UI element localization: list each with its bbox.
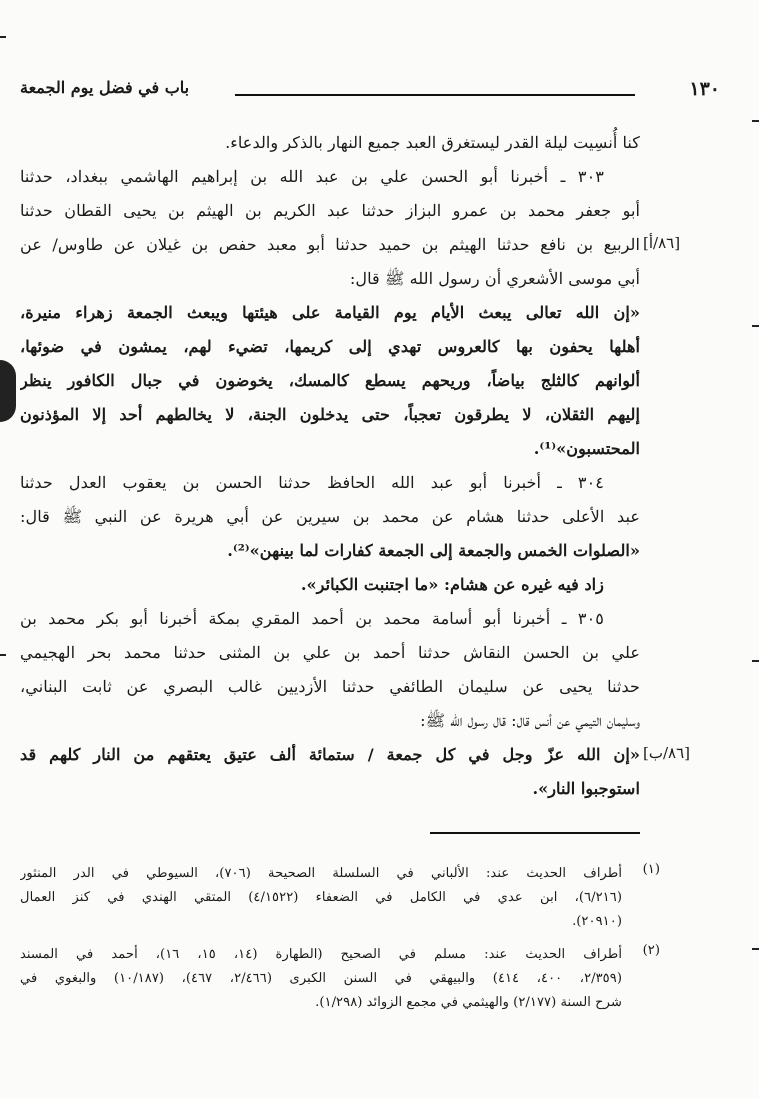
footnote-line: (٢/٣٥٩، ٤٠٠، ٤١٤) والبيهقي في السنن الكبرى (٢/٤٦٦، ٤٦٧)، (١٠/١٨٧) والبغوي في — [20, 971, 622, 986]
page-number: ١٣٠ — [689, 78, 720, 100]
hadith-text-line: «إن الله عزّ وجل في كل جمعة / ستمائة ألف عتيق يعتقهم من النار كلهم قد — [20, 745, 640, 764]
hadith-text-line: إليهم الثقلان، لا يطرقون تعجباً، حتى يدخلون الجنة، لا يخالطهم أحد إلا المؤذنون — [20, 405, 640, 424]
scan-edge-mark — [0, 654, 6, 656]
header-rule — [235, 94, 635, 96]
footnote-1 — [20, 862, 660, 934]
hadith-text-line: المحتسبون»⁽¹⁾. — [533, 439, 640, 458]
text-line: وسليمان التيمي عن أنس قال: قال رسول الله ﷺ: — [420, 711, 640, 730]
binding-hole — [0, 360, 16, 422]
footnote-line: (٦/٢١٦)، ابن عدي في الكامل في الضعفاء (٤/١٥٢٢) المتقي الهندي في كنز العمال — [20, 890, 622, 905]
text-line: الربيع بن نافع حدثنا الهيثم بن حميد حدثنا أبو معبد حفص بن غيلان عن طاوس/ عن — [20, 235, 640, 254]
footnote-number: (١) — [642, 862, 660, 877]
scan-edge-mark — [752, 120, 759, 122]
scan-edge-mark — [752, 660, 759, 662]
page-header — [20, 78, 720, 108]
hadith-305-line: ٣٠٥ ـ أخبرنا أبو أسامة محمد بن أحمد المقري بمكة أخبرنا أبو بكر محمد بن — [20, 609, 604, 628]
hadith-text-line: «الصلوات الخمس والجمعة إلى الجمعة كفارات لما بينهن»⁽²⁾. — [227, 541, 640, 560]
hadith-text-line: ألوانهم كالثلج بياضاً، وريحهم يسطع كالمسك، يخوضون في جبال الكافور ينظر — [20, 371, 640, 390]
hadith-304-line: ٣٠٤ ـ أخبرنا أبو عبد الله الحافظ حدثنا الحسن بن يعقوب العدل حدثنا — [20, 473, 604, 492]
scan-edge-mark — [752, 325, 759, 327]
hadith-text-line: استوجبوا النار». — [532, 779, 640, 798]
footnote-number: (٢) — [642, 943, 660, 958]
scan-edge-mark — [0, 36, 6, 38]
text-line: أبو جعفر محمد بن عمرو البزاز حدثنا عبد الكريم بن الهيثم بن يحيى القطان حدثنا — [20, 201, 640, 220]
hadith-text-line: «إن الله تعالى يبعث الأيام يوم القيامة على هيئتها ويبعث الجمعة زهراء منيرة، — [20, 303, 640, 322]
margin-folio-note: [٨٦/ب] — [643, 744, 691, 762]
footnote-line: شرح السنة (٢/١٧٧) والهيثمي في مجمع الزوائد (١/٢٩٨). — [315, 995, 622, 1010]
text-line: كنا أُنسِيت ليلة القدر ليستغرق العبد جميع النهار بالذكر والدعاء. — [225, 133, 640, 152]
hadith-text-line: أهلها يحفون بها كالعروس تهدي إلى كريمها، تضيء لهم، يمشون في ضوئها، — [20, 337, 640, 356]
body-text — [20, 126, 640, 806]
text-line: علي بن الحسن النقاش حدثنا أحمد بن علي بن المثنى حدثنا محمد بحر الهجيمي — [20, 643, 640, 662]
margin-folio-note: [٨٦/أ] — [643, 234, 681, 252]
footnote-line: (٢٠٩١٠). — [572, 914, 622, 929]
text-line: عبد الأعلى حدثنا هشام عن محمد بن سيرين عن أبي هريرة عن النبي ﷺ قال: — [20, 507, 640, 526]
text-line: زاد فيه غيره عن هشام: «ما اجتنبت الكبائر». — [300, 575, 604, 594]
footnote-2 — [20, 943, 660, 1015]
scan-edge-mark — [752, 948, 759, 950]
footnote-rule — [430, 832, 640, 834]
text-line: أبي موسى الأشعري أن رسول الله ﷺ قال: — [349, 269, 640, 288]
footnote-line: أطراف الحديث عند: مسلم في الصحيح (الطهارة (١٤، ١٥، ١٦)، أحمد في المسند — [20, 947, 622, 962]
chapter-title: باب في فضل يوم الجمعة — [20, 78, 190, 97]
hadith-303-line: ٣٠٣ ـ أخبرنا أبو الحسن علي بن عبد الله بن إبراهيم الهاشمي ببغداد، حدثنا — [20, 167, 604, 186]
text-line: حدثنا يحيى عن سليمان الطائفي حدثنا الأزديين غالب البصري عن ثابت البناني، — [20, 677, 640, 696]
footnote-line: أطراف الحديث عند: الألباني في السلسلة الصحيحة (٧٠٦)، السيوطي في الدر المنثور — [20, 866, 622, 881]
